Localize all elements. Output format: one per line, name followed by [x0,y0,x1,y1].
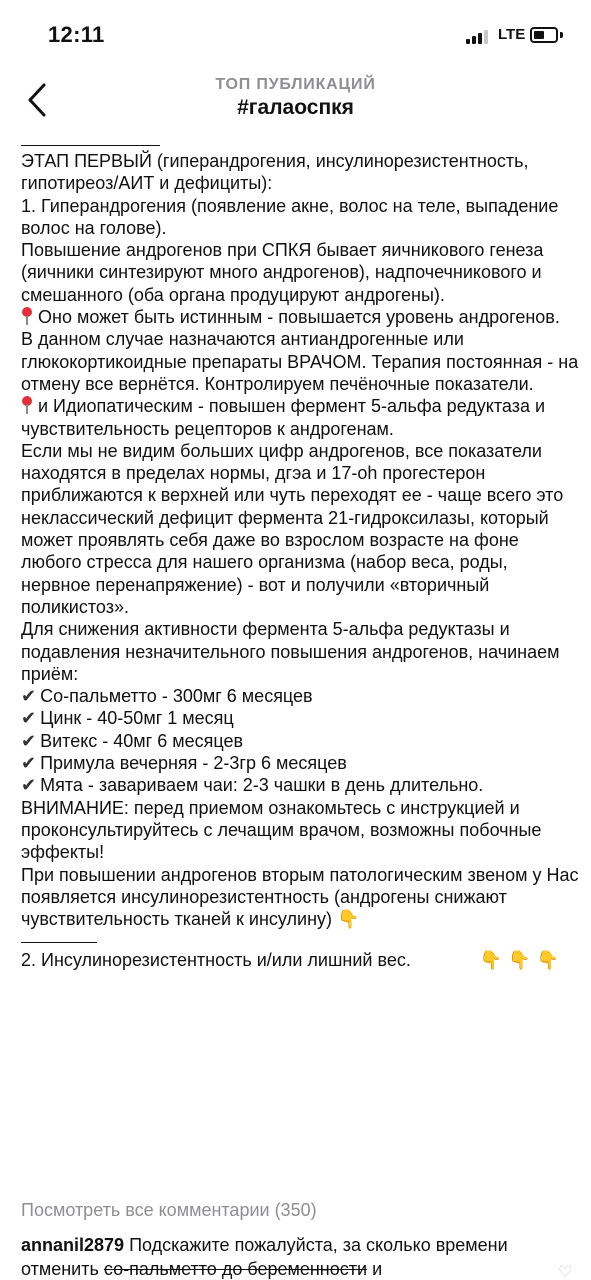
check-mark-icon: ✔ [21,775,37,796]
item2-title: 2. Инсулинорезистентность и/или лишний вес. [21,950,411,971]
item1-title: 1. Гиперандрогения (появление акне, волос на теле, выпадение волос на голове). [21,195,559,238]
hands-pointing-down-icon: 👇👇👇 [479,950,565,971]
supplement-text: Цинк - 40-50мг 1 месяц [40,708,234,729]
divider [21,145,160,146]
supplement-item [21,685,579,707]
divider [21,942,97,943]
comment-username[interactable]: annanil2879 [21,1235,125,1255]
check-mark-icon: ✔ [21,686,37,707]
hand-pointing-down-icon: 👇 [337,909,360,930]
network-type: LTE [498,26,526,43]
idiopathic-text: и Идиопатическим - повышен фермент 5-альфа редуктаза и чувствительность рецепторов к андрогенам. [21,396,546,439]
battery-icon [530,27,558,43]
comment [21,1233,566,1280]
pushpin-icon [21,396,33,414]
true-text: Оно может быть истинным - повышается уровень андрогенов. [38,307,560,328]
nav-header [0,70,591,132]
check-mark-icon: ✔ [21,753,37,774]
heart-outline-icon[interactable]: ♡ [558,1264,573,1280]
warning-paragraph: ВНИМАНИЕ: перед приемом ознакомьтесь с инструкцией и проконсультируйтесь с лечащим врачом, возможны побочные эффекты! [21,797,542,863]
pushpin-icon [21,307,33,325]
supplement-text: Мята - завариваем чаи: 2-3 чашки в день длительно. [40,775,484,796]
supplement-text: Витекс - 40мг 6 месяцев [40,730,244,751]
origin-paragraph: Повышение андрогенов при СПКЯ бывает яичникового генеза (яичники синтезируют много андрогенов), надпочечникового и смешанного (оба органа продуцируют андрогены). [21,240,544,305]
idiopathic-hyperandrogenism [21,395,579,440]
hashtag-title: #галаоспкя [237,96,354,119]
supplement-text: Примула вечерняя - 2-3гр 6 месяцев [40,753,347,774]
status-time: 12:11 [48,22,105,47]
nonclassic-paragraph: Если мы не видим больших цифр андрогенов, все показатели находятся в пределах нормы, дгэа и 17-oh прогестерон приближаются к верхней или чуть переходят ее - чаще всего это неклассический дефицит фермента 21-гидроксилазы, который может проявлять себя даже во взрослом возрасте на фоне любого стресса для нашего организма (набор веса, роды, нервное перенапряжение) - вот и получили «вторичный поликистоз». [21,440,564,617]
true-treatment-paragraph: В данном случае назначаются антиандрогенные или глюкокортикоидные препараты ВРАЧОМ. Терапия постоянная - на отмену все вернётся. Контролируем печёночные показатели. [21,329,579,394]
check-mark-icon: ✔ [21,730,37,751]
stage-heading: ЭТАП ПЕРВЫЙ (гиперандрогения, инсулинорезистентность, гипотиреоз/АИТ и дефициты): [21,151,529,194]
comment-text-end: и [372,1259,383,1279]
supplement-item [21,774,579,796]
view-all-comments-link[interactable]: Посмотреть все комментарии (350) [21,1200,317,1220]
item2-line [21,949,579,971]
status-bar [0,0,591,70]
insulin-intro [21,864,579,931]
supplement-text: Со-пальметто - 300мг 6 месяцев [40,686,313,707]
battery-tip [560,32,563,38]
supplement-item [21,752,579,774]
cellular-signal-icon [466,28,492,44]
nav-kicker: ТОП ПУБЛИКАЦИЙ [215,76,376,93]
comment-text: Подскажите пожалуйста, за сколько времени отменить [21,1235,508,1279]
check-mark-icon: ✔ [21,708,37,729]
comment-text-struck: со-пальметто до беременности [103,1259,368,1279]
insulin-intro-text: При повышении андрогенов вторым патологическим звеном у Нас появляется инсулинорезистентность (андрогены снижают чувствительность тканей к инсулину) [21,864,579,930]
post-caption [21,136,579,972]
true-hyperandrogenism [21,306,579,328]
reduction-intro: Для снижения активности фермента 5-альфа редуктазы и подавления незначительного повышения андрогенов, начинаем приём: [21,619,560,684]
supplement-item [21,730,579,752]
supplement-item [21,707,579,729]
